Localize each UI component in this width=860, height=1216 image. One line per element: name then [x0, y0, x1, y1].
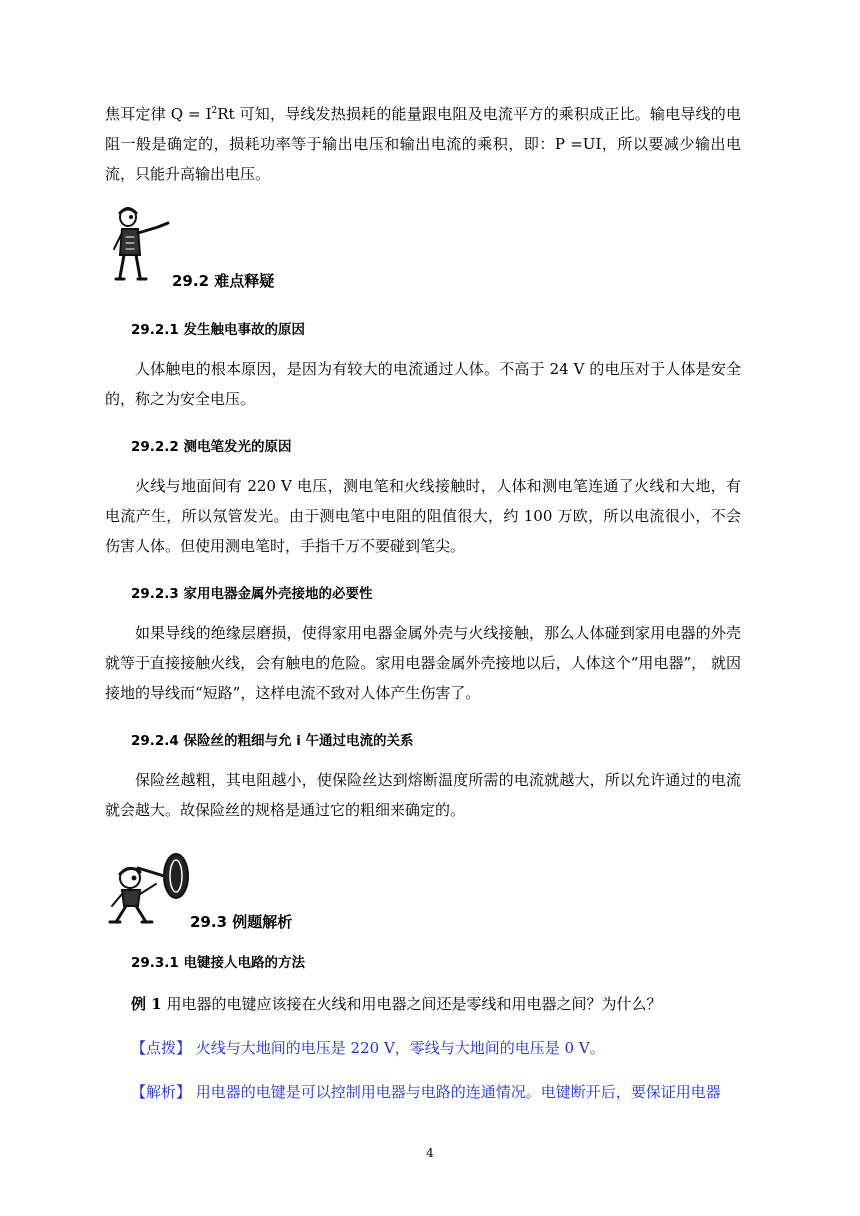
intro-superscript: 2	[211, 106, 218, 116]
page-number: 4	[426, 1146, 434, 1160]
subsection-heading-29-2-3: 29.2.3 家用电器金属外壳接地的必要性	[131, 586, 373, 602]
example-label: 例 1	[131, 995, 162, 1013]
hint-label: 【点拨】	[131, 1039, 192, 1057]
subsection-heading-29-3-1: 29.3.1 电键接人电路的方法	[131, 955, 306, 971]
intro-text-rest: Rt 可知，导线发热损耗的能量跟电阻及电流平方的乘积成正比。输电导线的电阻一般是确定的，损耗功率等于输出电压和输出电流的乘积，即：P =UI，所以要减少输出电流，只能升高输出电压。	[105, 105, 741, 183]
hint-text: 火线与大地间的电压是 220 V，零线与大地间的电压是 0 V。	[191, 1039, 605, 1057]
intro-text-start: 焦耳定律 Q = I	[105, 105, 212, 123]
subsection-text-29-2-4: 保险丝越粗，其电阻越小，使保险丝达到熔断温度所需的电流就越大，所以允许通过的电流就会越大。故保险丝的规格是通过它的粗细来确定的。	[105, 771, 741, 819]
subsection-text-29-2-1: 人体触电的根本原因，是因为有较大的电流通过人体。不高于 24 V 的电压对于人体是安全的，称之为安全电压。	[105, 360, 741, 408]
analysis-text: 用电器的电键是可以控制用电器与电路的连通情况。电键断开后，要保证用电器	[191, 1083, 721, 1101]
subsection-text-29-2-2: 火线与地面间有 220 V 电压，测电笔和火线接触时，人体和测电笔连通了火线和大地，有电流产生，所以氖管发光。由于测电笔中电阻的阻值很大，约 100 万欧，所以电流很小，不会伤害人体。但使用测电笔时，手指千万不要碰到笔尖。	[105, 477, 741, 555]
intro-paragraph	[105, 96, 741, 189]
example-1-question	[131, 989, 741, 1019]
hint-paragraph	[131, 1033, 741, 1063]
section-title-29-2: 29.2 难点释疑	[172, 272, 275, 290]
analysis-label: 【解析】	[131, 1083, 192, 1101]
subsection-heading-29-2-1: 29.2.1 发生触电事故的原因	[131, 322, 306, 338]
subsection-heading-29-2-4: 29.2.4 保险丝的粗细与允 i 午通过电流的关系	[131, 733, 414, 749]
section-title-29-3: 29.3 例题解析	[190, 913, 293, 931]
example-text: 用电器的电键应该接在火线和用电器之间还是零线和用电器之间？为什么？	[161, 995, 662, 1013]
subsection-text-29-2-3: 如果导线的绝缘层磨损，使得家用电器金属外壳与火线接触，那么人体碰到家用电器的外壳就等于直接接触火线，会有触电的危险。家用电器金属外壳接地以后，人体这个“用电器”， 就因接地的导线而“短路”，这样电流不致对人体产生伤害了。	[105, 624, 741, 702]
analysis-paragraph	[131, 1077, 741, 1107]
magnifier-man-illustration	[104, 848, 192, 924]
subsection-heading-29-2-2: 29.2.2 测电笔发光的原因	[131, 439, 292, 455]
pointing-man-illustration	[108, 203, 170, 281]
